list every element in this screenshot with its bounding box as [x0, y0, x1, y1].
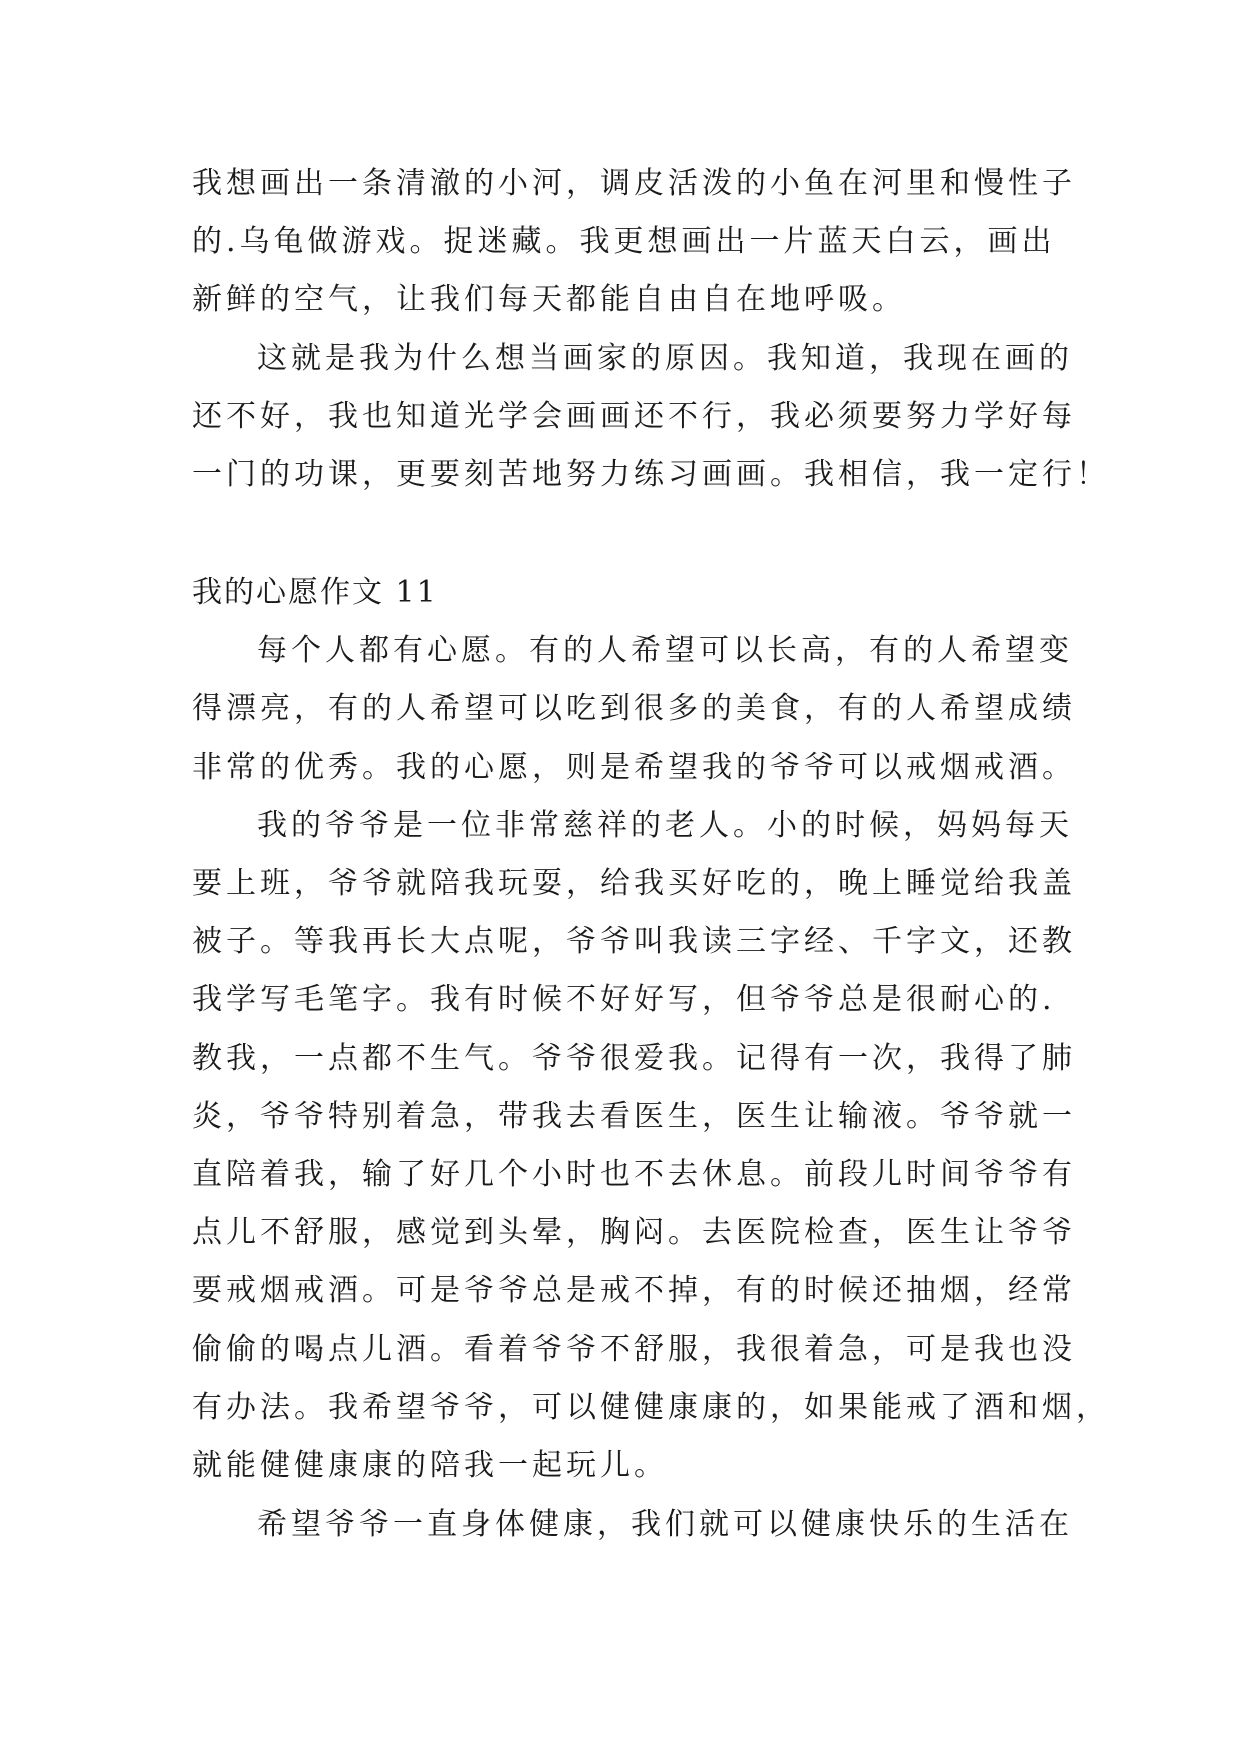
text-line: 我想画出一条清澈的小河，调皮活泼的小鱼在河里和慢性子: [192, 166, 1076, 201]
text-line: 我的爷爷是一位非常慈祥的老人。小的时候，妈妈每天: [257, 808, 1073, 843]
text-line: 一门的功课，更要刻苦地努力练习画画。我相信，我一定行！: [192, 457, 1110, 492]
text-line: 每个人都有心愿。有的人希望可以长高，有的人希望变: [257, 633, 1073, 668]
text-line: 要上班，爷爷就陪我玩耍，给我买好吃的，晚上睡觉给我盖: [192, 866, 1076, 901]
text-line: 得漂亮，有的人希望可以吃到很多的美食，有的人希望成绩: [192, 691, 1076, 726]
text-line: 我学写毛笔字。我有时候不好好写，但爷爷总是很耐心的.: [192, 982, 1056, 1017]
text-line: 希望爷爷一直身体健康，我们就可以健康快乐的生活在: [257, 1507, 1073, 1542]
text-line: 非常的优秀。我的心愿，则是希望我的爷爷可以戒烟戒酒。: [192, 750, 1076, 785]
text-line: 要戒烟戒酒。可是爷爷总是戒不掉，有的时候还抽烟，经常: [192, 1273, 1076, 1308]
text-line: 这就是我为什么想当画家的原因。我知道，我现在画的: [257, 341, 1073, 376]
text-line: 炎，爷爷特别着急，带我去看医生，医生让输液。爷爷就一: [192, 1099, 1076, 1134]
section-heading: 我的心愿作文 11: [192, 575, 438, 610]
text-line: 教我，一点都不生气。爷爷很爱我。记得有一次，我得了肺: [192, 1041, 1076, 1076]
text-line: 直陪着我，输了好几个小时也不去休息。前段儿时间爷爷有: [192, 1157, 1076, 1192]
text-line: 点儿不舒服，感觉到头晕，胸闷。去医院检查，医生让爷爷: [192, 1215, 1076, 1250]
text-line: 还不好，我也知道光学会画画还不行，我必须要努力学好每: [192, 399, 1076, 434]
text-line: 新鲜的空气，让我们每天都能自由自在地呼吸。: [192, 282, 906, 317]
text-line: 就能健健康康的陪我一起玩儿。: [192, 1448, 668, 1483]
text-line: 偷偷的喝点儿酒。看着爷爷不舒服，我很着急，可是我也没: [192, 1332, 1076, 1367]
text-line: 被子。等我再长大点呢，爷爷叫我读三字经、千字文，还教: [192, 924, 1076, 959]
text-line: 的.乌龟做游戏。捉迷藏。我更想画出一片蓝天白云，画出: [192, 224, 1056, 259]
text-line: 有办法。我希望爷爷，可以健健康康的，如果能戒了酒和烟，: [192, 1390, 1110, 1425]
